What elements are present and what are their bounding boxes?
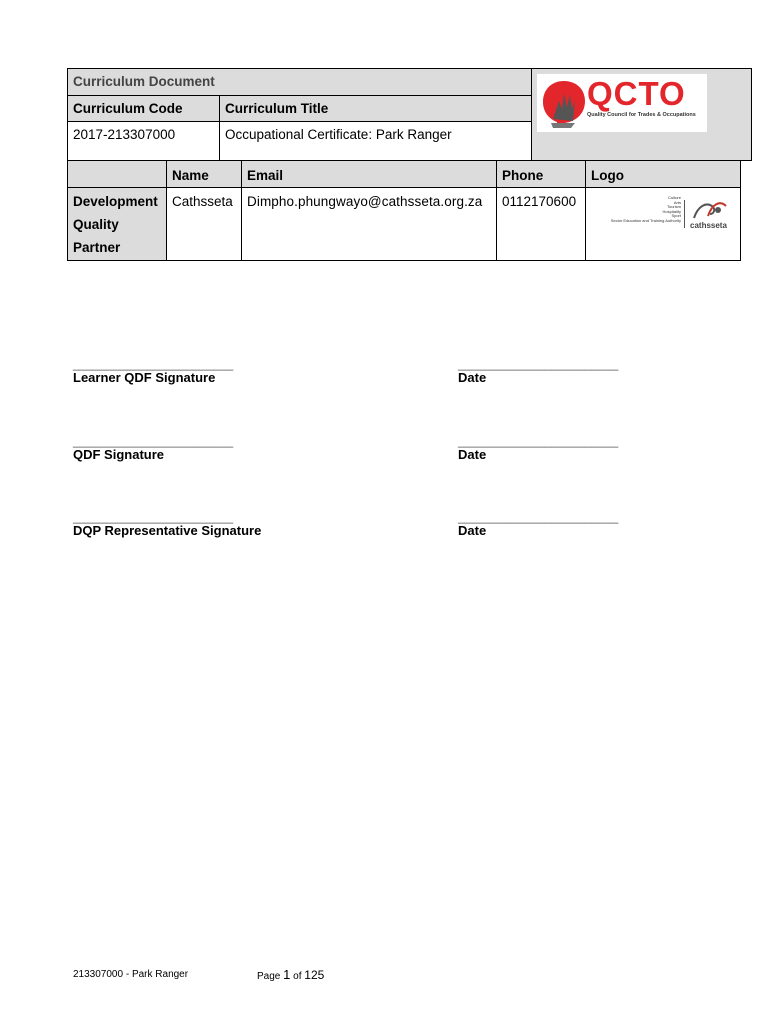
- logo-word-sport: Sport: [671, 213, 681, 219]
- logo-word-arts: Arts: [673, 199, 681, 205]
- date-line: ________________________: [458, 357, 619, 371]
- logo-brand: cathsseta: [690, 221, 727, 230]
- header-email: Email: [247, 168, 284, 183]
- footer-doc-ref: 213307000 - Park Ranger: [73, 969, 189, 980]
- logo-word-hospitality: Hospitality: [662, 208, 681, 214]
- qcto-hand-icon: [541, 79, 587, 129]
- cathsseta-logo: [596, 196, 732, 232]
- logo-word-culture: Culture: [668, 195, 681, 200]
- partner-email: Dimpho.phungwayo@cathsseta.org.za: [247, 194, 483, 209]
- date-label: Date: [458, 523, 487, 538]
- logo-subtitle: Sector Education and Training Authority: [610, 217, 681, 223]
- logo-word-tourism: Tourism: [666, 204, 681, 210]
- header-logo: Logo: [591, 168, 624, 183]
- curriculum-title: Occupational Certificate: Park Ranger: [225, 127, 452, 142]
- date-label: Date: [458, 370, 487, 385]
- code-label: Curriculum Code: [73, 101, 183, 116]
- page-word: Page: [257, 971, 281, 982]
- learner-qdf-signature-label: Learner QDF Signature: [73, 370, 216, 385]
- doc-label: Curriculum Document: [73, 74, 215, 89]
- page-total: 125: [304, 968, 325, 982]
- qcto-tagline: Quality Council for Trades & Occupations: [587, 112, 696, 118]
- page-of: of: [293, 971, 302, 982]
- header-name: Name: [172, 168, 209, 183]
- date-line: ________________________: [458, 434, 619, 448]
- cathsseta-emblem-icon: [690, 198, 730, 222]
- qdf-signature-label: QDF Signature: [73, 447, 165, 462]
- qcto-brand: QCTO: [587, 75, 686, 112]
- dqp-representative-signature-label: DQP Representative Signature: [73, 523, 262, 538]
- page-current: 1: [283, 967, 291, 982]
- signature-line: ________________________: [73, 510, 234, 524]
- date-line: ________________________: [458, 510, 619, 524]
- signature-line: ________________________: [73, 357, 234, 371]
- partner-phone: 0112170600: [502, 194, 577, 209]
- page-number: [257, 967, 324, 982]
- curriculum-code: 2017-213307000: [73, 127, 176, 142]
- row-label-line-3: Partner: [73, 240, 121, 255]
- title-label: Curriculum Title: [225, 101, 329, 116]
- signature-line: ________________________: [73, 434, 234, 448]
- header-phone: Phone: [502, 168, 544, 183]
- partner-name: Cathsseta: [172, 194, 233, 209]
- row-label-line-2: Quality: [73, 217, 119, 232]
- row-label-line-1: Development: [73, 194, 158, 209]
- qcto-logo: [537, 74, 707, 132]
- date-label: Date: [458, 447, 487, 462]
